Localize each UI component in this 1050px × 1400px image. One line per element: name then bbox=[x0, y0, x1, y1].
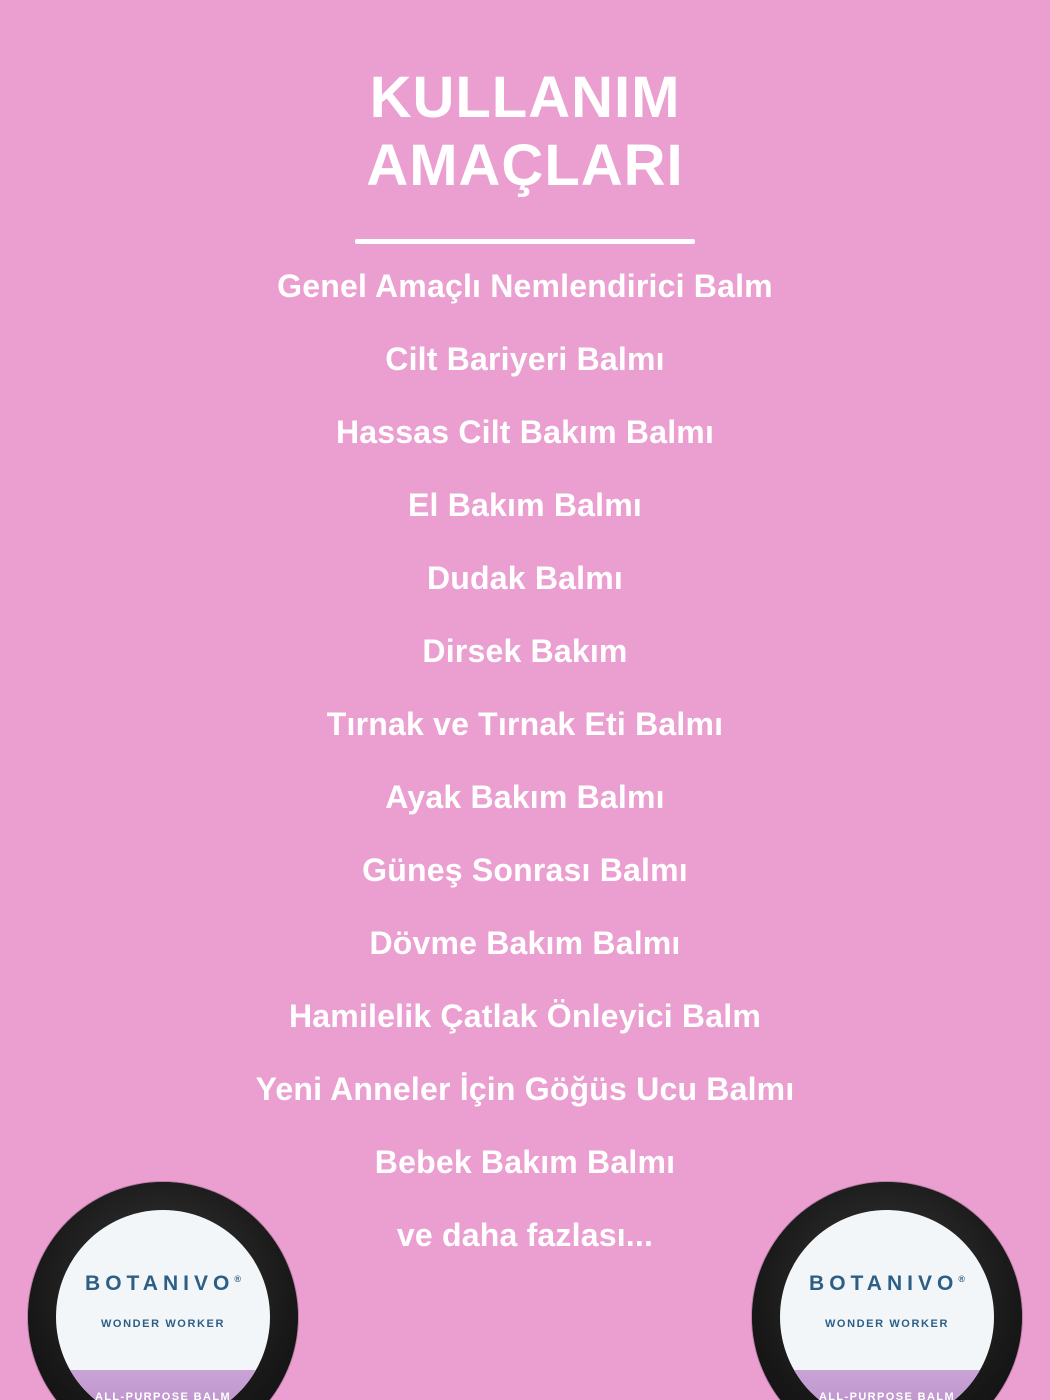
list-item: Cilt Bariyeri Balmı bbox=[385, 341, 665, 377]
list-item: Dirsek Bakım bbox=[422, 633, 628, 669]
title-line-2: AMAÇLARI bbox=[366, 133, 684, 199]
list-item: Hamilelik Çatlak Önleyici Balm bbox=[289, 998, 761, 1034]
brand-text: BOTANIVO bbox=[809, 1272, 959, 1295]
product-band-text: ALL-PURPOSE BALM bbox=[818, 1391, 956, 1400]
page-title bbox=[0, 64, 1050, 244]
product-subtitle: WONDER WORKER bbox=[100, 1318, 226, 1330]
list-item: Yeni Anneler İçin Göğüs Ucu Balmı bbox=[255, 1071, 795, 1107]
brand-name bbox=[809, 1272, 965, 1296]
product-band bbox=[780, 1370, 994, 1400]
list-item: Genel Amaçlı Nemlendirici Balm bbox=[277, 268, 773, 304]
list-item: Hassas Cilt Bakım Balmı bbox=[335, 414, 715, 450]
list-item: Tırnak ve Tırnak Eti Balmı bbox=[326, 706, 724, 742]
brand-name bbox=[85, 1272, 241, 1296]
uses-list bbox=[0, 270, 1050, 1251]
product-subtitle: WONDER WORKER bbox=[824, 1318, 950, 1330]
title-divider bbox=[355, 239, 695, 244]
list-item: Dövme Bakım Balmı bbox=[369, 925, 681, 961]
product-band-text: ALL-PURPOSE BALM bbox=[94, 1391, 232, 1400]
list-item: Bebek Bakım Balmı bbox=[374, 1144, 676, 1180]
brand-text: BOTANIVO bbox=[85, 1272, 235, 1295]
list-item: Güneş Sonrası Balmı bbox=[362, 852, 688, 888]
list-item: El Bakım Balmı bbox=[407, 487, 642, 523]
product-band bbox=[56, 1370, 270, 1400]
title-line-1: KULLANIM bbox=[369, 65, 681, 130]
registered-trademark-icon: ® bbox=[958, 1274, 965, 1284]
list-item: Ayak Bakım Balmı bbox=[385, 779, 665, 815]
list-item: Dudak Balmı bbox=[426, 560, 624, 596]
registered-trademark-icon: ® bbox=[234, 1274, 241, 1284]
list-item: ve daha fazlası... bbox=[396, 1217, 654, 1253]
